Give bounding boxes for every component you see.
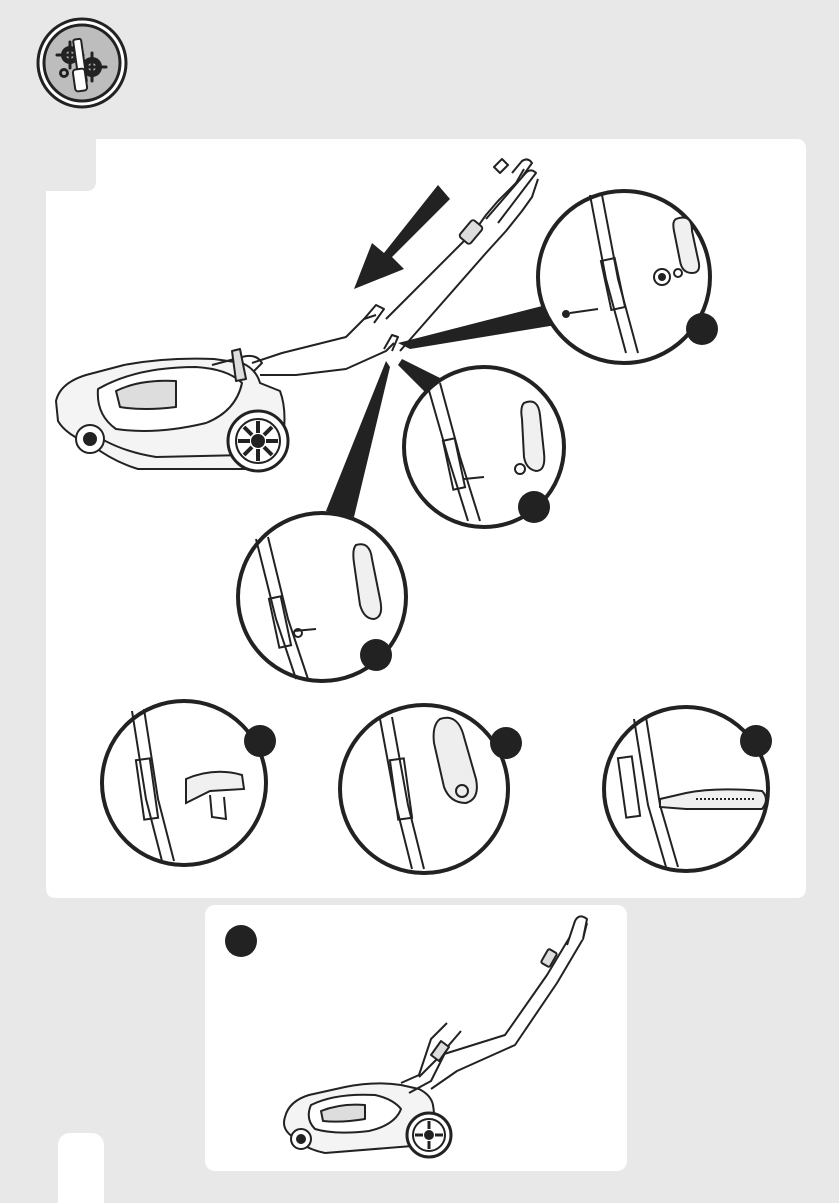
rear-wheel-icon: [228, 411, 288, 471]
result-panel: [205, 905, 627, 1171]
detail-lower-tube: [238, 513, 406, 681]
page-tab: [58, 1133, 104, 1203]
detail-knob-align: [404, 367, 564, 527]
assembly-panel: [46, 139, 806, 898]
step-badge: [225, 925, 257, 957]
detail-clamp-locked: [604, 707, 772, 871]
assembled-lawn-mower-icon: [205, 905, 627, 1171]
tools-gears-icon: [36, 17, 128, 109]
